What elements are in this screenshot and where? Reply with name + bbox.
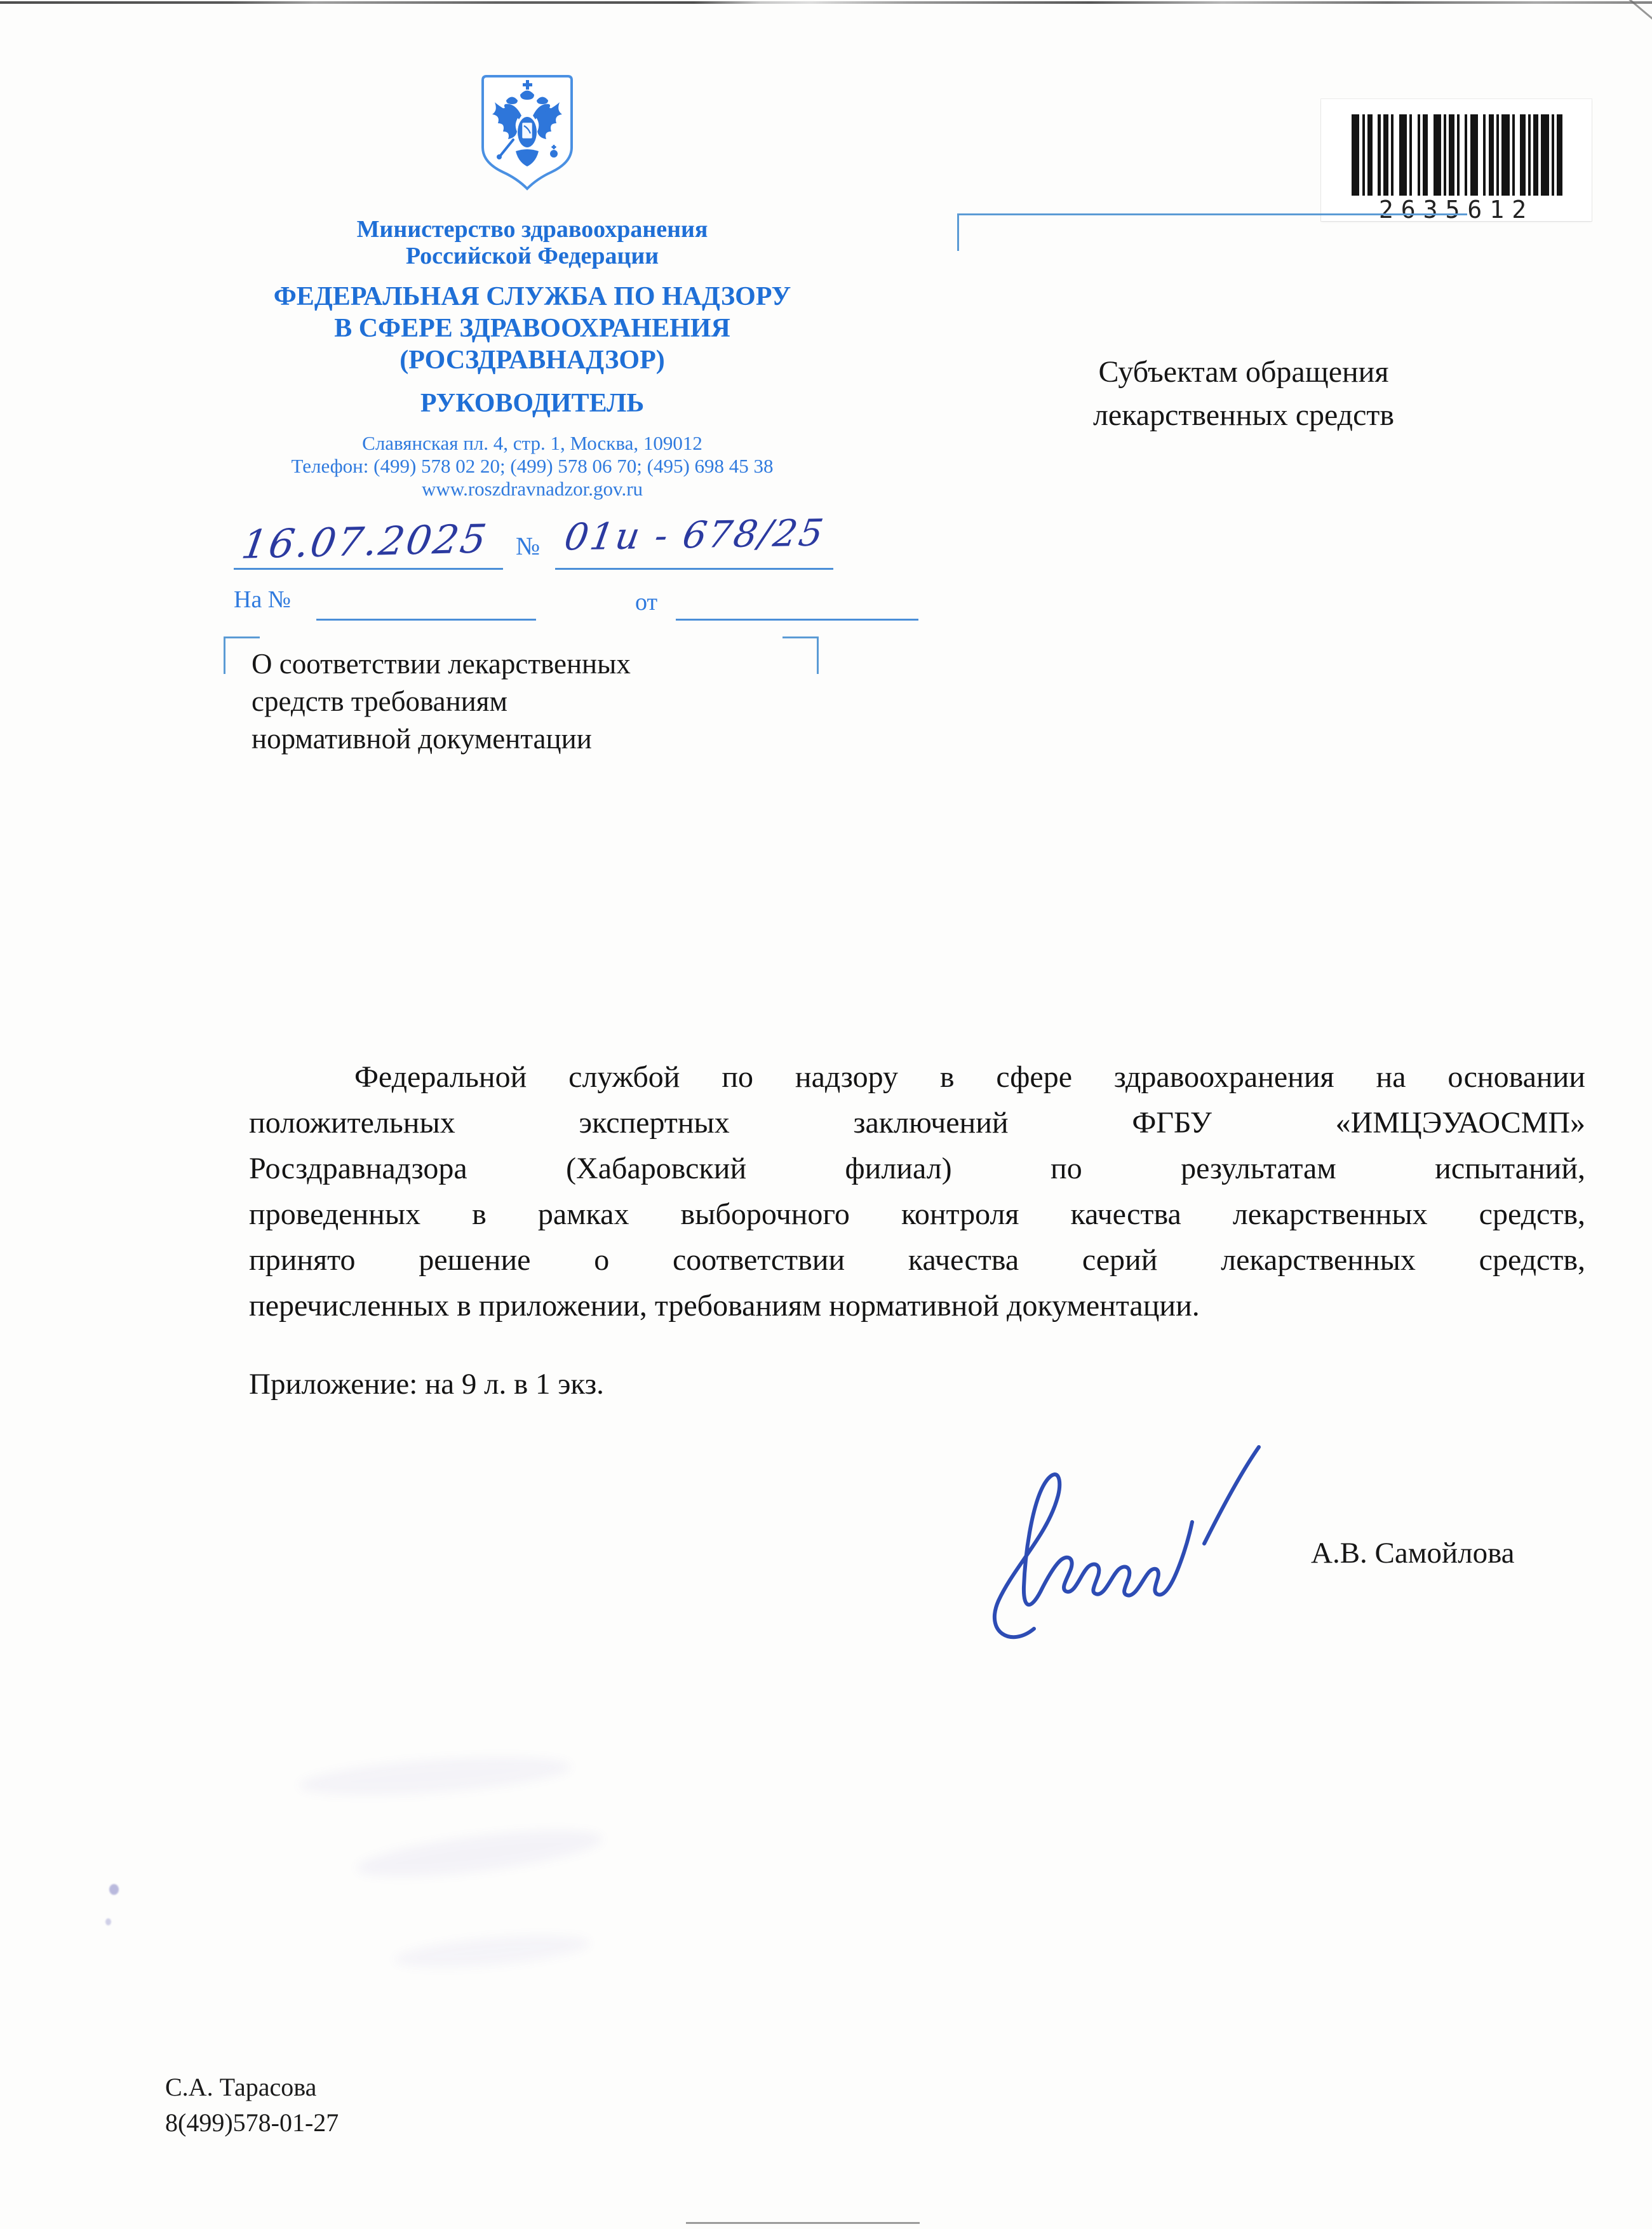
executor-name: С.А. Тарасова [165,2073,317,2101]
recipient-line: Субъектам обращения [1098,355,1389,389]
body-line: перечисленных в приложении, требованиям нормативной документации. [249,1289,1200,1323]
registration-barcode [1321,99,1592,224]
outgoing-number-handwritten: 01и - 678/25 [561,511,828,559]
executor-phone: 8(499)578-01-27 [165,2108,339,2137]
reply-number-underline [316,619,536,621]
recipient-block [990,351,1498,437]
number-sign-label: № [516,532,541,560]
subject-line: средств требованиям [252,685,507,717]
body-paragraph [249,1054,1585,1329]
service-name [215,281,850,376]
ink-bleed-ghost-mark [393,1929,592,1974]
ministry-name-line: Министерство здравоохранения [356,216,708,243]
org-contact-block [215,432,850,501]
date-underline [234,568,503,570]
recipient-line: лекарственных средств [1092,398,1395,432]
body-line: принято решение о соответствии качества серий лекарственных средств, [249,1243,1585,1277]
ink-bleed-ghost-mark [298,1750,573,1802]
barcode-bars [1352,114,1562,196]
reply-to-label: На № [234,586,292,613]
ink-bleed-ghost-mark [354,1821,605,1886]
body-line: положительных экспертных заключений ФГБУ «ИМЦЭУАОСМП» [249,1106,1585,1140]
org-phone: Телефон: (499) 578 02 20; (499) 578 06 70; (495) 698 45 38 [291,455,774,477]
ministry-name [215,216,850,269]
body-line: проведенных в рамках выборочного контроля качества лекарственных средств, [249,1197,1585,1231]
head-title: РУКОВОДИТЕЛЬ [420,389,645,418]
scan-artifact-bottom-edge [686,2222,920,2224]
signer-name: А.В. Самойлова [1311,1537,1515,1570]
service-name-line: В СФЕРЕ ЗДРАВООХРАНЕНИЯ [334,314,730,343]
handwritten-signature [953,1428,1327,1650]
number-underline [555,568,833,570]
service-name-line: ФЕДЕРАЛЬНАЯ СЛУЖБА ПО НАДЗОРУ [273,282,791,311]
coat-of-arms-emblem-icon [476,74,578,196]
executor-block [165,2070,339,2141]
reply-date-underline [676,619,918,621]
body-line: Росздравнадзора (Хабаровский филиал) по результатам испытаний, [249,1152,1585,1185]
subject-line: О соответствии лекарственных [252,648,631,680]
subject-block [252,645,823,758]
attachment-note: Приложение: на 9 л. в 1 экз. [249,1368,604,1401]
scan-artifact-top-edge [0,1,1652,4]
subject-line: нормативной документации [252,723,592,755]
org-address: Славянская пл. 4, стр. 1, Москва, 109012 [362,432,702,454]
reply-from-label: от [635,589,658,616]
org-website: www.roszdravnadzor.gov.ru [421,478,643,500]
ink-speck [105,1918,111,1925]
outgoing-date-handwritten: 16.07.2025 [238,515,492,568]
service-name-line: (РОСЗДРАВНАДЗОР) [400,346,665,375]
ink-speck [109,1884,119,1895]
body-line: Федеральной службой по надзору в сфере здравоохранения на основании [354,1060,1585,1094]
address-corner-mark [957,213,1467,251]
ministry-name-line: Российской Федерации [405,243,659,269]
scan-artifact-corner-fold [1620,0,1652,28]
barcode-digits: 2635612 [1378,196,1534,224]
